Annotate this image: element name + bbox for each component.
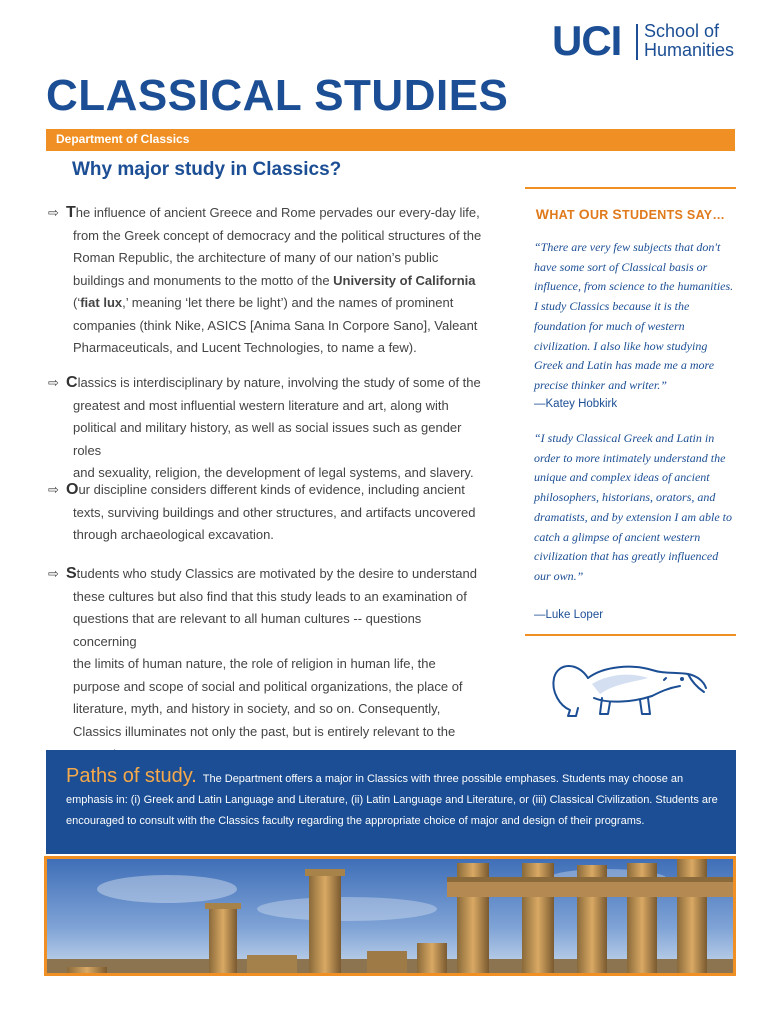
- arrow-bullet-icon: ⇨: [48, 482, 59, 497]
- paragraph-line: and sexuality, religion, the development of legal systems, and slavery.: [73, 465, 474, 480]
- logo-school-line2: Humanities: [644, 40, 735, 60]
- dropcap: C: [66, 374, 78, 391]
- arrow-bullet-icon: ⇨: [48, 205, 59, 220]
- logo-divider: [636, 24, 638, 60]
- motto: fiat lux: [80, 295, 123, 310]
- paragraph-line: purpose and scope of social and political organizations, the place of: [73, 678, 463, 694]
- anteater-mascot-icon: [548, 648, 708, 720]
- bullet-paragraph-1: [48, 202, 484, 360]
- paths-lead: Paths of study.: [66, 765, 197, 787]
- sidebar-top-rule: [525, 187, 736, 189]
- arrow-bullet-icon: ⇨: [48, 566, 59, 581]
- paragraph-line: these cultures but also find that this study leads to an examination of: [73, 588, 467, 604]
- dropcap: S: [66, 565, 77, 582]
- sidebar-bottom-rule: [525, 634, 736, 636]
- arrow-bullet-icon: ⇨: [48, 375, 59, 390]
- paragraph-line: (‘fiat lux,’ meaning ‘let there be light’) and the names of prominent: [73, 295, 454, 310]
- uci-logo: [552, 17, 752, 64]
- paragraph-line: tudents who study Classics are motivated by the desire to understand: [76, 566, 477, 581]
- paragraph-line: through archaeological excavation.: [73, 527, 274, 542]
- temple-ruins-photo: [44, 856, 736, 976]
- paragraph-line: from the Greek concept of democracy and the political structures of the: [73, 227, 482, 243]
- paragraph-line: questions that are relevant to all human cultures -- questions concerning: [73, 611, 422, 649]
- paragraph-line: companies (think Nike, ASICS [Anima Sana In Corpore Sano], Valeant: [73, 317, 478, 333]
- temple-ruins-image: [47, 859, 733, 973]
- bullet-paragraph-3: [48, 479, 484, 547]
- university-name: University of California: [333, 272, 476, 288]
- section-heading: Why major study in Classics?: [72, 159, 342, 180]
- paragraph-line: literature, myth, and history in society, and so on. Consequently,: [73, 701, 441, 716]
- bullet-paragraph-4: [48, 563, 484, 766]
- page-title: CLASSICAL STUDIES: [46, 71, 509, 120]
- sidebar-heading: WHAT OUR STUDENTS SAY…: [535, 206, 726, 222]
- logo-school-line1: School of: [644, 21, 720, 41]
- paragraph-line: Roman Republic, the architecture of many of our nation’s public: [73, 250, 439, 265]
- department-bar: [46, 129, 735, 151]
- paragraph-line: he influence of ancient Greece and Rome pervades our every-day life,: [75, 205, 480, 220]
- student-quote-2: “I study Classical Greek and Latin in order to more intimately understand the unique and complex ideas of ancient philosophers, historians, orators, and dramatists, and by extension I am able to catch a glimpse of ancient western civilization that has greatly influenced our own.”: [534, 431, 732, 583]
- student-quote-1: “There are very few subjects that don't have some sort of Classical basis or influence, from science to the humanities. I study Classics because it is the foundation for much of western civilization. I also like how studying Greek and Latin has made me a more precise thinker and writer.”: [534, 240, 734, 392]
- paragraph-line: lassics is interdisciplinary by nature, involving the study of some of the: [77, 375, 481, 390]
- paragraph-line: Pharmaceuticals, and Lucent Technologies, to name a few).: [73, 340, 417, 355]
- quote-author-1: —Katey Hobkirk: [534, 398, 618, 410]
- paragraph-line: ur discipline considers different kinds of evidence, including ancient: [78, 482, 465, 497]
- dropcap: O: [66, 481, 79, 498]
- paragraph-line: Classics illuminates not only the past, but is entirely relevant to the: [73, 723, 456, 739]
- logo-uci-text: UCI: [552, 17, 622, 64]
- quote-author-2: —Luke Loper: [534, 609, 604, 621]
- bullet-paragraph-2: [48, 372, 484, 485]
- paragraph-line: political and military history, as well as social issues such as gender roles: [73, 420, 462, 458]
- paths-body: The Department offers a major in Classics with three possible emphases. Students may choose an emphasis in: (i) Greek and Latin Language and Literature, (ii) Latin Language and Literature, or (iii) Classical Civilization. Students are encouraged to consult with the Classics faculty regarding the appropriate choice of major and design of their programs.: [66, 773, 718, 827]
- paragraph-line: greatest and most influential western literature and art, along with: [73, 397, 449, 413]
- department-label: Department of Classics: [56, 132, 190, 146]
- paths-text: [66, 766, 722, 832]
- logo-school-text: [644, 22, 734, 60]
- paragraph-line: texts, surviving buildings and other structures, and artifacts uncovered: [73, 504, 476, 520]
- paragraph-line: the limits of human nature, the role of religion in human life, the: [73, 656, 436, 671]
- dropcap: T: [66, 204, 76, 221]
- paths-of-study-box: [46, 750, 736, 854]
- paragraph-line: buildings and monuments to the motto of the University of California: [73, 272, 476, 288]
